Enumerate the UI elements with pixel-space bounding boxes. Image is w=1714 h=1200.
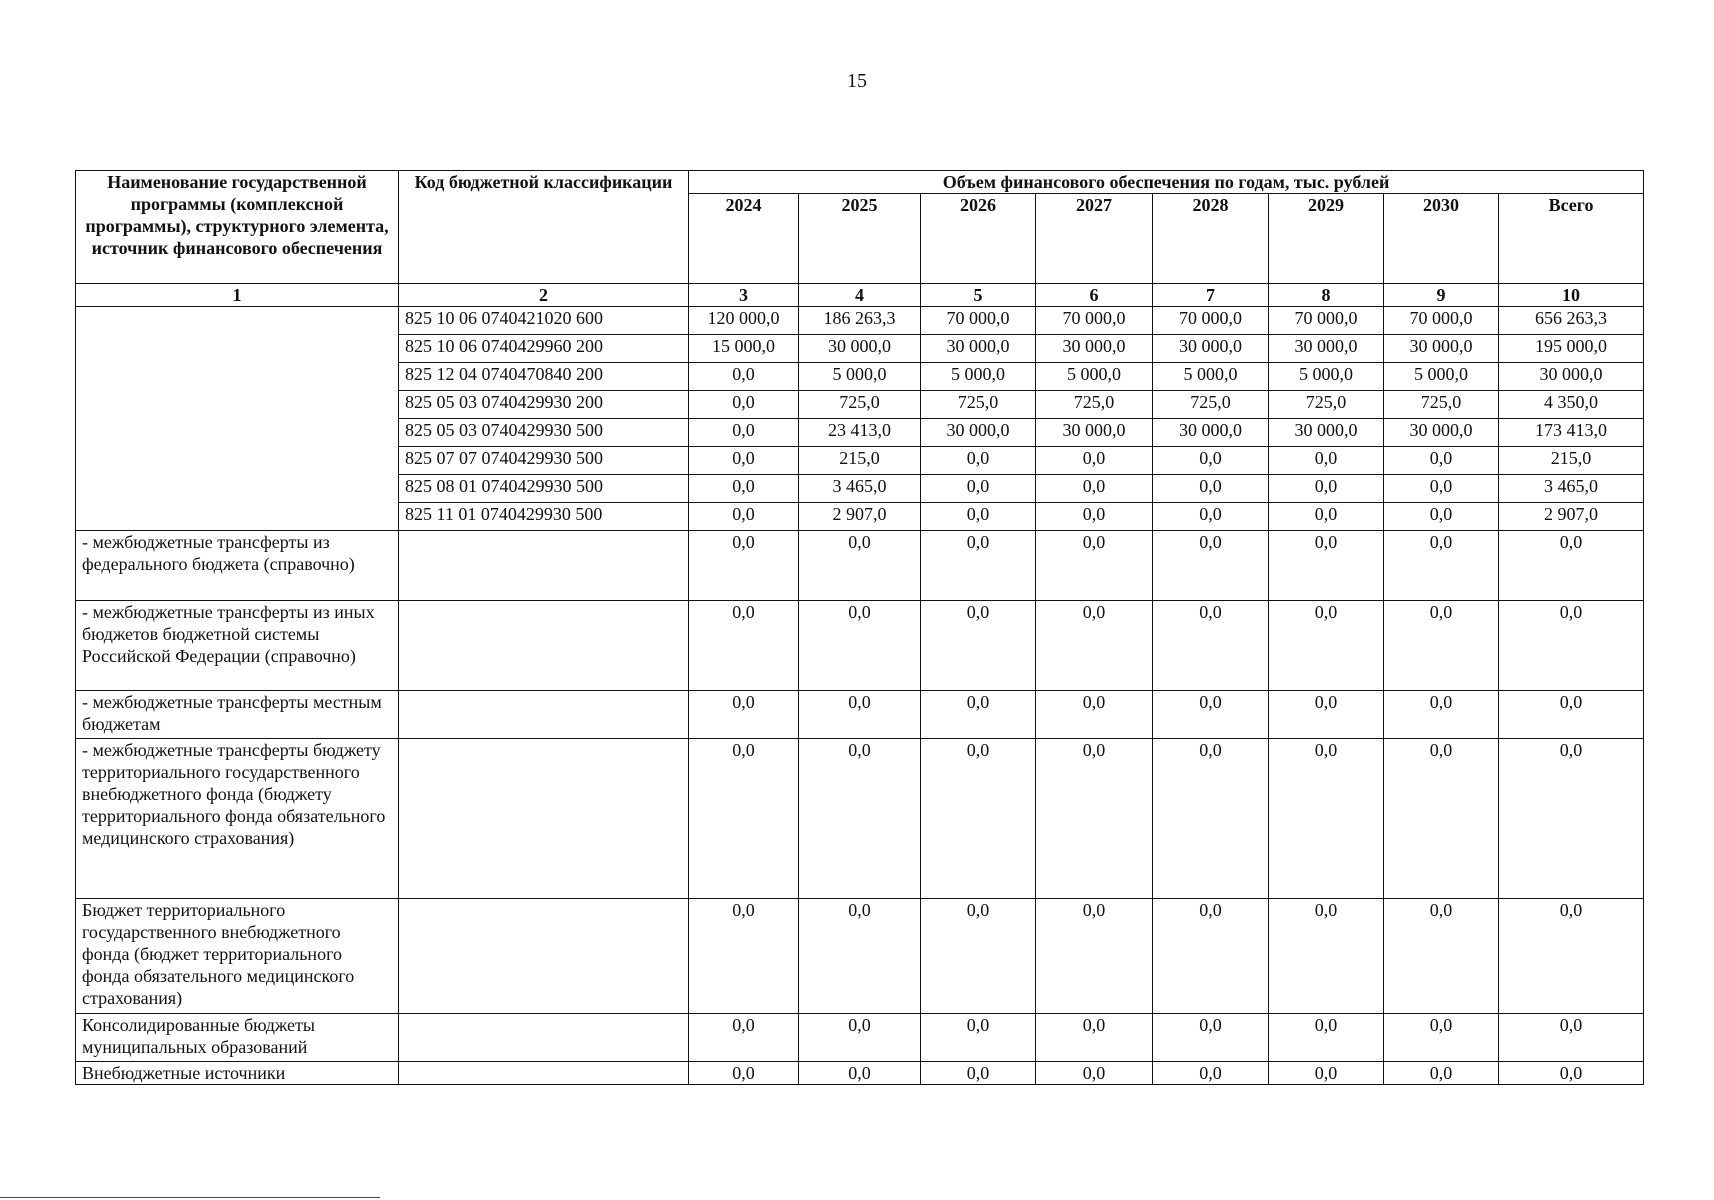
table-row bbox=[76, 691, 1644, 739]
value-cell: 725,0 bbox=[921, 391, 1036, 419]
value-cell: 5 000,0 bbox=[1036, 363, 1153, 391]
value-cell: 0,0 bbox=[799, 601, 921, 691]
value-cell: 0,0 bbox=[921, 899, 1036, 1014]
column-index: 7 bbox=[1153, 284, 1269, 307]
table-body bbox=[76, 307, 1644, 1085]
value-cell: 0,0 bbox=[1153, 899, 1269, 1014]
value-cell: 725,0 bbox=[1384, 391, 1499, 419]
value-cell: 0,0 bbox=[799, 739, 921, 899]
header-year: 2030 bbox=[1384, 194, 1499, 284]
value-cell: 0,0 bbox=[921, 1062, 1036, 1085]
value-cell: 0,0 bbox=[921, 531, 1036, 601]
value-cell: 0,0 bbox=[921, 447, 1036, 475]
value-cell: 0,0 bbox=[1036, 1014, 1153, 1062]
column-index: 8 bbox=[1269, 284, 1384, 307]
value-cell: 0,0 bbox=[799, 1014, 921, 1062]
source-label-cell: Консолидированные бюджеты муниципальных образований bbox=[76, 1014, 399, 1062]
value-cell: 30 000,0 bbox=[1153, 419, 1269, 447]
total-cell: 0,0 bbox=[1499, 601, 1644, 691]
value-cell: 0,0 bbox=[1269, 531, 1384, 601]
value-cell: 0,0 bbox=[1153, 531, 1269, 601]
total-cell: 30 000,0 bbox=[1499, 363, 1644, 391]
value-cell: 5 000,0 bbox=[1384, 363, 1499, 391]
value-cell: 0,0 bbox=[1269, 447, 1384, 475]
header-year: 2027 bbox=[1036, 194, 1153, 284]
value-cell: 0,0 bbox=[1036, 739, 1153, 899]
value-cell: 3 465,0 bbox=[799, 475, 921, 503]
value-cell: 0,0 bbox=[689, 1014, 799, 1062]
budget-code-cell bbox=[399, 531, 689, 601]
table-row bbox=[76, 739, 1644, 899]
value-cell: 186 263,3 bbox=[799, 307, 921, 335]
value-cell: 0,0 bbox=[1153, 1062, 1269, 1085]
value-cell: 0,0 bbox=[689, 899, 799, 1014]
total-cell: 215,0 bbox=[1499, 447, 1644, 475]
value-cell: 725,0 bbox=[799, 391, 921, 419]
source-label-cell: Внебюджетные источники bbox=[76, 1062, 399, 1085]
value-cell: 0,0 bbox=[921, 475, 1036, 503]
value-cell: 0,0 bbox=[1384, 691, 1499, 739]
value-cell: 0,0 bbox=[1153, 1014, 1269, 1062]
column-index: 10 bbox=[1499, 284, 1644, 307]
value-cell: 0,0 bbox=[689, 601, 799, 691]
value-cell: 0,0 bbox=[1384, 447, 1499, 475]
source-label-cell: - межбюджетные трансферты из федерального бюджета (справочно) bbox=[76, 531, 399, 601]
value-cell: 0,0 bbox=[1384, 1062, 1499, 1085]
column-index: 9 bbox=[1384, 284, 1499, 307]
value-cell: 0,0 bbox=[689, 391, 799, 419]
value-cell: 0,0 bbox=[1036, 601, 1153, 691]
value-cell: 0,0 bbox=[799, 899, 921, 1014]
header-volume-group: Объем финансового обеспечения по годам, тыс. рублей bbox=[689, 171, 1644, 194]
source-label-cell: - межбюджетные трансферты бюджету территориального государственного внебюджетного фонда (бюджету территориального фонда обязательного медицинского страхования) bbox=[76, 739, 399, 899]
value-cell: 0,0 bbox=[921, 691, 1036, 739]
value-cell: 0,0 bbox=[1269, 899, 1384, 1014]
value-cell: 70 000,0 bbox=[1036, 307, 1153, 335]
value-cell: 70 000,0 bbox=[1269, 307, 1384, 335]
value-cell: 0,0 bbox=[1153, 447, 1269, 475]
budget-code-cell bbox=[399, 601, 689, 691]
table-row bbox=[76, 531, 1644, 601]
value-cell: 5 000,0 bbox=[1269, 363, 1384, 391]
budget-code-cell bbox=[399, 899, 689, 1014]
value-cell: 0,0 bbox=[799, 691, 921, 739]
column-index: 3 bbox=[689, 284, 799, 307]
value-cell: 0,0 bbox=[1036, 1062, 1153, 1085]
value-cell: 215,0 bbox=[799, 447, 921, 475]
budget-code-cell bbox=[399, 1062, 689, 1085]
budget-code-cell: 825 10 06 0740421020 600 bbox=[399, 307, 689, 335]
value-cell: 0,0 bbox=[689, 531, 799, 601]
value-cell: 0,0 bbox=[799, 1062, 921, 1085]
budget-code-cell: 825 05 03 0740429930 500 bbox=[399, 419, 689, 447]
column-index: 5 bbox=[921, 284, 1036, 307]
value-cell: 5 000,0 bbox=[1153, 363, 1269, 391]
value-cell: 2 907,0 bbox=[799, 503, 921, 531]
value-cell: 0,0 bbox=[1036, 503, 1153, 531]
column-index: 2 bbox=[399, 284, 689, 307]
value-cell: 70 000,0 bbox=[1153, 307, 1269, 335]
header-year: 2029 bbox=[1269, 194, 1384, 284]
value-cell: 0,0 bbox=[1036, 691, 1153, 739]
value-cell: 0,0 bbox=[799, 531, 921, 601]
column-index: 4 bbox=[799, 284, 921, 307]
value-cell: 0,0 bbox=[1036, 531, 1153, 601]
value-cell: 0,0 bbox=[1269, 1062, 1384, 1085]
value-cell: 0,0 bbox=[1036, 447, 1153, 475]
value-cell: 725,0 bbox=[1269, 391, 1384, 419]
value-cell: 0,0 bbox=[689, 739, 799, 899]
value-cell: 0,0 bbox=[1036, 475, 1153, 503]
header-total: Всего bbox=[1499, 194, 1644, 284]
financing-table bbox=[75, 170, 1644, 1085]
total-cell: 0,0 bbox=[1499, 1062, 1644, 1085]
value-cell: 0,0 bbox=[1269, 1014, 1384, 1062]
budget-code-cell bbox=[399, 739, 689, 899]
header-year: 2025 bbox=[799, 194, 921, 284]
value-cell: 0,0 bbox=[1384, 1014, 1499, 1062]
value-cell: 30 000,0 bbox=[1269, 335, 1384, 363]
table-row bbox=[76, 1014, 1644, 1062]
header-year: 2028 bbox=[1153, 194, 1269, 284]
table-row bbox=[76, 899, 1644, 1014]
value-cell: 0,0 bbox=[1384, 531, 1499, 601]
value-cell: 30 000,0 bbox=[1269, 419, 1384, 447]
budget-code-cell: 825 08 01 0740429930 500 bbox=[399, 475, 689, 503]
budget-code-cell bbox=[399, 691, 689, 739]
header-year: 2026 bbox=[921, 194, 1036, 284]
source-label-cell: - межбюджетные трансферты местным бюджетам bbox=[76, 691, 399, 739]
budget-code-cell: 825 12 04 0740470840 200 bbox=[399, 363, 689, 391]
value-cell: 0,0 bbox=[1384, 601, 1499, 691]
total-cell: 0,0 bbox=[1499, 899, 1644, 1014]
total-cell: 0,0 bbox=[1499, 531, 1644, 601]
total-cell: 173 413,0 bbox=[1499, 419, 1644, 447]
value-cell: 70 000,0 bbox=[1384, 307, 1499, 335]
budget-code-cell: 825 11 01 0740429930 500 bbox=[399, 503, 689, 531]
value-cell: 0,0 bbox=[689, 363, 799, 391]
budget-code-cell: 825 07 07 0740429930 500 bbox=[399, 447, 689, 475]
value-cell: 0,0 bbox=[1269, 503, 1384, 531]
value-cell: 30 000,0 bbox=[1036, 335, 1153, 363]
value-cell: 30 000,0 bbox=[1384, 335, 1499, 363]
table-row bbox=[76, 1062, 1644, 1085]
budget-code-cell bbox=[399, 1014, 689, 1062]
value-cell: 30 000,0 bbox=[921, 335, 1036, 363]
value-cell: 0,0 bbox=[689, 1062, 799, 1085]
total-cell: 3 465,0 bbox=[1499, 475, 1644, 503]
value-cell: 30 000,0 bbox=[799, 335, 921, 363]
value-cell: 30 000,0 bbox=[1384, 419, 1499, 447]
table-row bbox=[76, 307, 1644, 335]
value-cell: 0,0 bbox=[921, 739, 1036, 899]
header-name: Наименование государственной программы (комплексной программы), структурного элемента, источник финансового обеспечения bbox=[76, 171, 399, 284]
value-cell: 0,0 bbox=[921, 503, 1036, 531]
value-cell: 23 413,0 bbox=[799, 419, 921, 447]
value-cell: 0,0 bbox=[1384, 899, 1499, 1014]
value-cell: 0,0 bbox=[689, 419, 799, 447]
total-cell: 2 907,0 bbox=[1499, 503, 1644, 531]
header-code: Код бюджетной классификации bbox=[399, 171, 689, 284]
value-cell: 0,0 bbox=[921, 601, 1036, 691]
value-cell: 0,0 bbox=[689, 691, 799, 739]
value-cell: 5 000,0 bbox=[799, 363, 921, 391]
value-cell: 0,0 bbox=[1384, 503, 1499, 531]
value-cell: 0,0 bbox=[689, 447, 799, 475]
value-cell: 725,0 bbox=[1153, 391, 1269, 419]
value-cell: 30 000,0 bbox=[921, 419, 1036, 447]
total-cell: 0,0 bbox=[1499, 691, 1644, 739]
total-cell: 0,0 bbox=[1499, 739, 1644, 899]
value-cell: 0,0 bbox=[1153, 601, 1269, 691]
value-cell: 0,0 bbox=[1269, 475, 1384, 503]
total-cell: 195 000,0 bbox=[1499, 335, 1644, 363]
column-index: 6 bbox=[1036, 284, 1153, 307]
value-cell: 0,0 bbox=[689, 503, 799, 531]
footer-rule bbox=[0, 1197, 380, 1198]
budget-code-cell: 825 05 03 0740429930 200 bbox=[399, 391, 689, 419]
value-cell: 0,0 bbox=[1153, 475, 1269, 503]
value-cell: 70 000,0 bbox=[921, 307, 1036, 335]
value-cell: 0,0 bbox=[921, 1014, 1036, 1062]
source-label-cell: - межбюджетные трансферты из иных бюджетов бюджетной системы Российской Федерации (справочно) bbox=[76, 601, 399, 691]
table-row bbox=[76, 601, 1644, 691]
page-number: 15 bbox=[847, 70, 867, 92]
value-cell: 0,0 bbox=[689, 475, 799, 503]
value-cell: 120 000,0 bbox=[689, 307, 799, 335]
total-cell: 0,0 bbox=[1499, 1014, 1644, 1062]
column-index: 1 bbox=[76, 284, 399, 307]
value-cell: 0,0 bbox=[1153, 739, 1269, 899]
value-cell: 0,0 bbox=[1269, 739, 1384, 899]
value-cell: 30 000,0 bbox=[1036, 419, 1153, 447]
value-cell: 0,0 bbox=[1153, 503, 1269, 531]
value-cell: 30 000,0 bbox=[1153, 335, 1269, 363]
value-cell: 5 000,0 bbox=[921, 363, 1036, 391]
value-cell: 0,0 bbox=[1153, 691, 1269, 739]
value-cell: 0,0 bbox=[1384, 475, 1499, 503]
value-cell: 725,0 bbox=[1036, 391, 1153, 419]
value-cell: 0,0 bbox=[1036, 899, 1153, 1014]
value-cell: 0,0 bbox=[1269, 691, 1384, 739]
total-cell: 656 263,3 bbox=[1499, 307, 1644, 335]
source-label-cell: Бюджет территориального государственного внебюджетного фонда (бюджет территориального фонда обязательного медицинского страхования) bbox=[76, 899, 399, 1014]
value-cell: 15 000,0 bbox=[689, 335, 799, 363]
total-cell: 4 350,0 bbox=[1499, 391, 1644, 419]
value-cell: 0,0 bbox=[1269, 601, 1384, 691]
value-cell: 0,0 bbox=[1384, 739, 1499, 899]
budget-code-cell: 825 10 06 0740429960 200 bbox=[399, 335, 689, 363]
header-year: 2024 bbox=[689, 194, 799, 284]
merged-empty-cell bbox=[76, 307, 399, 531]
